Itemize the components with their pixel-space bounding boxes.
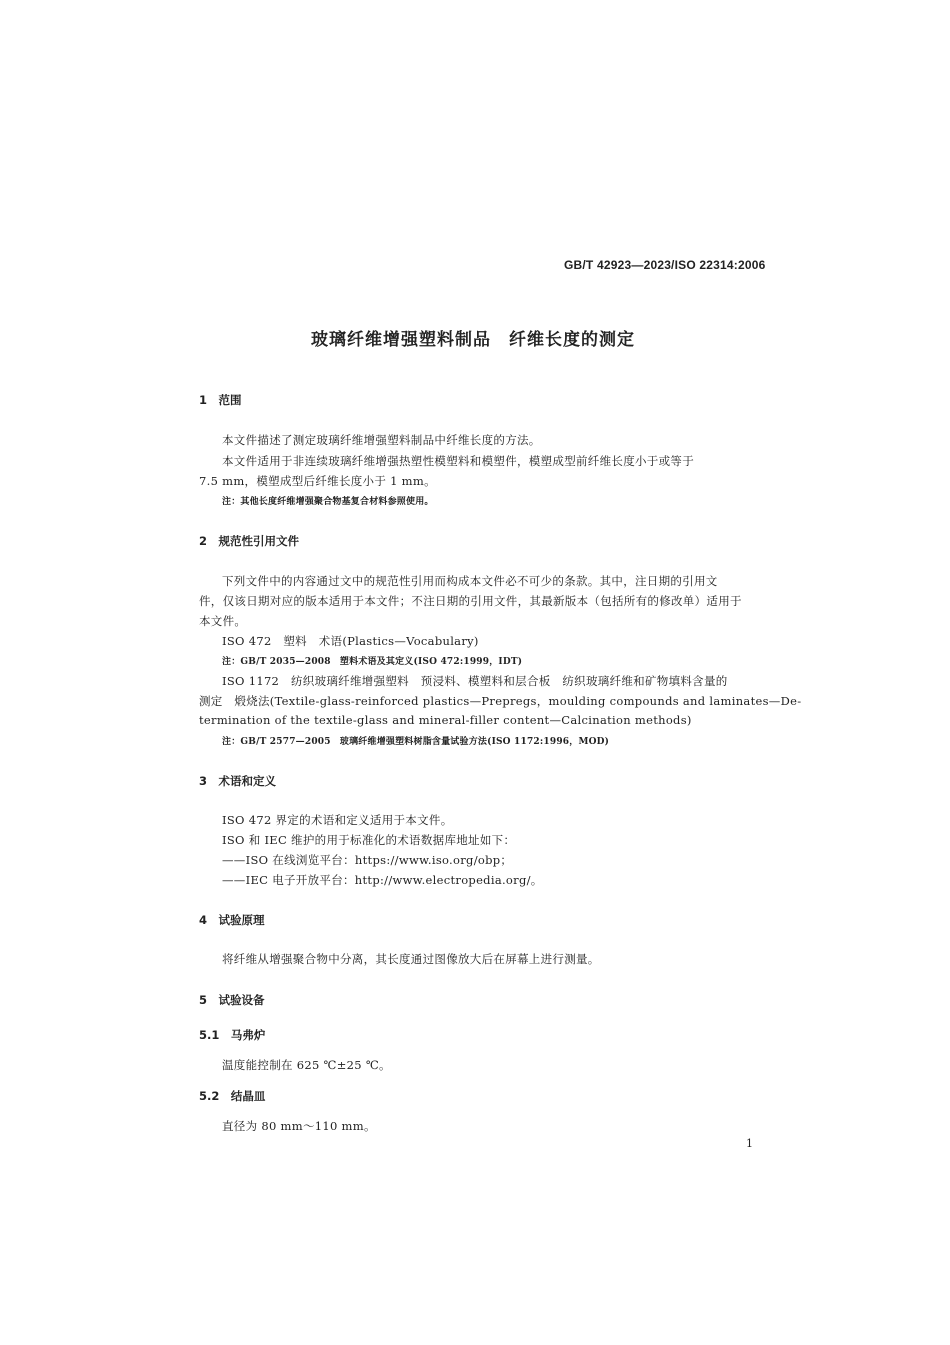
section-3-list-item: ——ISO 在线浏览平台：https://www.iso.org/obp； <box>222 853 513 867</box>
section-2-heading: 2 规范性引用文件 <box>199 534 300 548</box>
section-1-note: 注：其他长度纤维增强聚合物基复合材料参照使用。 <box>222 497 434 507</box>
reference-note: 注：GB/T 2035—2008 塑料术语及其定义(ISO 472:1999，IDT) <box>222 657 523 667</box>
section-1-paragraph: 本文件适用于非连续玻璃纤维增强热塑性模塑料和模塑件，模塑成型前纤维长度小于或等于 <box>222 454 694 468</box>
section-1-paragraph: 7.5 mm，模塑成型后纤维长度小于 1 mm。 <box>199 474 436 488</box>
section-5-2-paragraph: 直径为 80 mm～110 mm。 <box>222 1119 376 1133</box>
reference-iso-472: ISO 472 塑料 术语(Plastics—Vocabulary) <box>222 634 479 648</box>
reference-iso-1172: ISO 1172 纺织玻璃纤维增强塑料 预浸料、模塑料和层合板 纺织玻璃纤维和矿物填料含量的 <box>222 674 728 688</box>
section-3-heading: 3 术语和定义 <box>199 774 277 788</box>
section-1-paragraph: 本文件描述了测定玻璃纤维增强塑料制品中纤维长度的方法。 <box>222 433 541 447</box>
section-1-heading: 1 范围 <box>199 393 242 407</box>
section-5-heading: 5 试验设备 <box>199 993 265 1007</box>
standard-number: GB/T 42923—2023/ISO 22314:2006 <box>564 258 766 272</box>
section-3-paragraph: ISO 和 IEC 维护的用于标准化的术语数据库地址如下： <box>222 833 516 847</box>
reference-note: 注：GB/T 2577—2005 玻璃纤维增强塑料树脂含量试验方法(ISO 1172:1996，MOD) <box>222 737 610 747</box>
section-5-1-paragraph: 温度能控制在 625 ℃±25 ℃。 <box>222 1058 391 1072</box>
section-2-paragraph: 件，仅该日期对应的版本适用于本文件；不注日期的引用文件，其最新版本（包括所有的修改单）适用于 <box>199 594 742 608</box>
section-5-2-heading: 5.2 结晶皿 <box>199 1089 266 1103</box>
section-4-paragraph: 将纤维从增强聚合物中分离，其长度通过图像放大后在屏幕上进行测量。 <box>222 952 600 966</box>
document-title: 玻璃纤维增强塑料制品 纤维长度的测定 <box>311 330 635 350</box>
section-2-paragraph: 下列文件中的内容通过文中的规范性引用而构成本文件必不可少的条款。其中，注日期的引用文 <box>222 574 718 588</box>
page-number: 1 <box>746 1137 753 1150</box>
reference-iso-1172: termination of the textile-glass and mineral-filler content—Calcination methods) <box>199 713 692 727</box>
section-2-paragraph: 本文件。 <box>199 614 247 628</box>
section-3-paragraph: ISO 472 界定的术语和定义适用于本文件。 <box>222 813 453 827</box>
section-3-list-item: ——IEC 电子开放平台：http://www.electropedia.org/。 <box>222 873 543 887</box>
section-5-1-heading: 5.1 马弗炉 <box>199 1028 266 1042</box>
section-4-heading: 4 试验原理 <box>199 913 265 927</box>
reference-iso-1172: 测定 煅烧法(Textile-glass-reinforced plastics—Prepregs，moulding compounds and laminates—De- <box>199 694 802 708</box>
